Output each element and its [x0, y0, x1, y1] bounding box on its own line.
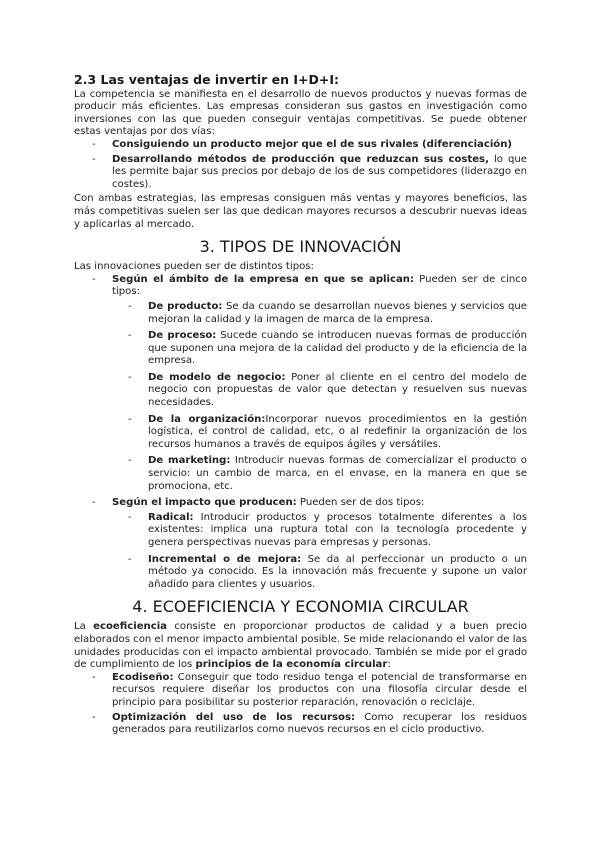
dash-bullet: - [92, 671, 96, 683]
item-text: Introducir productos y procesos totalmente diferentes a los existentes: implica una ruptura total con la tecnología procedente y genera perspectivas nuevas para empresas y personas. [148, 511, 527, 548]
intro-pre: La [74, 621, 94, 633]
section-3-heading: 3. TIPOS DE INNOVACIÓN [199, 237, 402, 257]
section-4-heading: 4. ECOEFICIENCIA Y ECONOMIA CIRCULAR [132, 597, 469, 617]
list-item [74, 139, 527, 152]
document-page [74, 62, 527, 739]
item-text: Poner al cliente en el centro del modelo de negocio con propuestas de valor que detectan y resuelven sus nuevas necesidades. [148, 371, 527, 409]
dash-bullet: - [92, 153, 96, 165]
item-bold: De la organización: [148, 413, 266, 425]
intro-bold: ecoeficiencia [93, 621, 167, 633]
sublist-item [112, 301, 527, 326]
section-2-3-list [74, 139, 527, 191]
list-item [74, 154, 527, 192]
dash-bullet: - [92, 138, 96, 150]
dash-bullet: - [128, 553, 132, 565]
item-text: Sucede cuando se introducen nuevas formas de producción que suponen una mejora de la calidad del producto y de la eficiencia de la empresa. [148, 330, 528, 367]
section-2-3-heading: 2.3 Las ventajas de invertir en I+D+I: [74, 72, 340, 87]
intro-end: : [387, 659, 391, 671]
item-text: Se da al perfeccionar un producto o un método ya conocido. Es la innovación más frecuente y supone un valor añadido para clientes y usuarios. [148, 553, 527, 590]
sublist-item [112, 512, 527, 550]
intro-bold-2: principios de la economía circular [195, 659, 388, 671]
dash-bullet: - [92, 273, 96, 285]
item-bold: Optimización del uso de los recursos: [112, 711, 356, 723]
dash-bullet: - [92, 711, 96, 723]
section-4-list [74, 672, 527, 737]
sublist-item [112, 372, 527, 410]
dash-bullet: - [128, 511, 132, 523]
item-bold: De marketing: [148, 455, 231, 467]
sublist-ambito [112, 301, 527, 493]
item-text: Introducir nuevas formas de comercializar el producto o servicio: un cambio de marca, en el envase, en la manera en que se promociona, etc. [148, 455, 527, 492]
item-bold: Consiguiendo un producto mejor que el de sus rivales (diferenciación) [112, 138, 513, 150]
item-text: Incorporar nuevos procedimientos en la gestión logística, el control de calidad, etc, o al redefinir la organización de los recursos humanos a través de equipos ágiles y versátiles. [148, 413, 527, 450]
item-bold: Ecodiseño: [112, 671, 174, 683]
list-item [74, 497, 527, 591]
dash-bullet: - [128, 330, 132, 342]
dash-bullet: - [128, 455, 132, 467]
sublist-item [112, 554, 527, 592]
intro-mid: consiste en proporcionar productos de calidad y a buen precio elaborados con el menor impacto ambiental posible. Se mide relacionando el valor de las unidades producidas con el impacto ambiental provocado. También se mide por el grado de cumplimiento de los [74, 621, 527, 671]
dash-bullet: - [92, 497, 96, 509]
list-item [74, 712, 527, 737]
item-bold: De proceso: [148, 330, 217, 342]
item-text: Pueden ser de dos tipos: [296, 497, 425, 509]
item-text: Se da cuando se desarrollan nuevos bienes y servicios que mejoran la calidad y la imagen de marca de la empresa. [148, 300, 527, 325]
item-bold: Incremental o de mejora: [148, 553, 302, 565]
sublist-item [112, 330, 527, 368]
dash-bullet: - [128, 300, 132, 312]
item-bold: Radical: [148, 511, 194, 523]
sublist-item [112, 455, 527, 493]
dash-bullet: - [128, 371, 132, 383]
item-bold: De producto: [148, 300, 223, 312]
item-bold: De modelo de negocio: [148, 371, 286, 383]
item-text: lo que les permite bajar sus precios por debajo de los de sus competidores (liderazgo en costes). [112, 153, 527, 190]
section-2-3-outro: Con ambas estrategias, las empresas consiguen más ventas y mayores beneficios, las más competitivas suelen ser las que dedican mayores recursos a descubrir nuevas ideas y aplicarlas al mercado. [74, 193, 527, 230]
section-4-intro [74, 621, 527, 671]
item-text: Pueden ser de cinco tipos: [112, 273, 528, 298]
item-bold: Según el ámbito de la empresa en que se aplican: [112, 273, 414, 285]
sublist-impacto [112, 512, 527, 592]
sublist-item [112, 414, 527, 452]
item-bold: Desarrollando métodos de producción que reduzcan sus costes, [112, 153, 489, 165]
item-text: Conseguir que todo residuo tenga el potencial de transformarse en recursos requiere diseñar los productos con una filosofía circular desde el principio para posibilitar su posterior reparación, renovación o reciclaje. [112, 671, 527, 708]
section-3-intro: Las innovaciones pueden ser de distintos tipos: [74, 261, 314, 273]
item-bold: Según el impacto que producen: [112, 497, 297, 509]
list-item [74, 274, 527, 494]
section-2-3-intro: La competencia se manifiesta en el desarrollo de nuevos productos y nuevas formas de producir más eficientes. Las empresas consideran sus gastos en investigación como inversiones con las que pueden conseguir ventajas competitivas. Se puede obtener estas ventajas por dos vías: [74, 88, 527, 138]
item-text: Como recuperar los residuos generados para reutilizarlos como nuevos recursos en el ciclo productivo. [112, 711, 527, 736]
section-3-list [74, 274, 527, 592]
list-item [74, 672, 527, 710]
dash-bullet: - [128, 413, 132, 425]
